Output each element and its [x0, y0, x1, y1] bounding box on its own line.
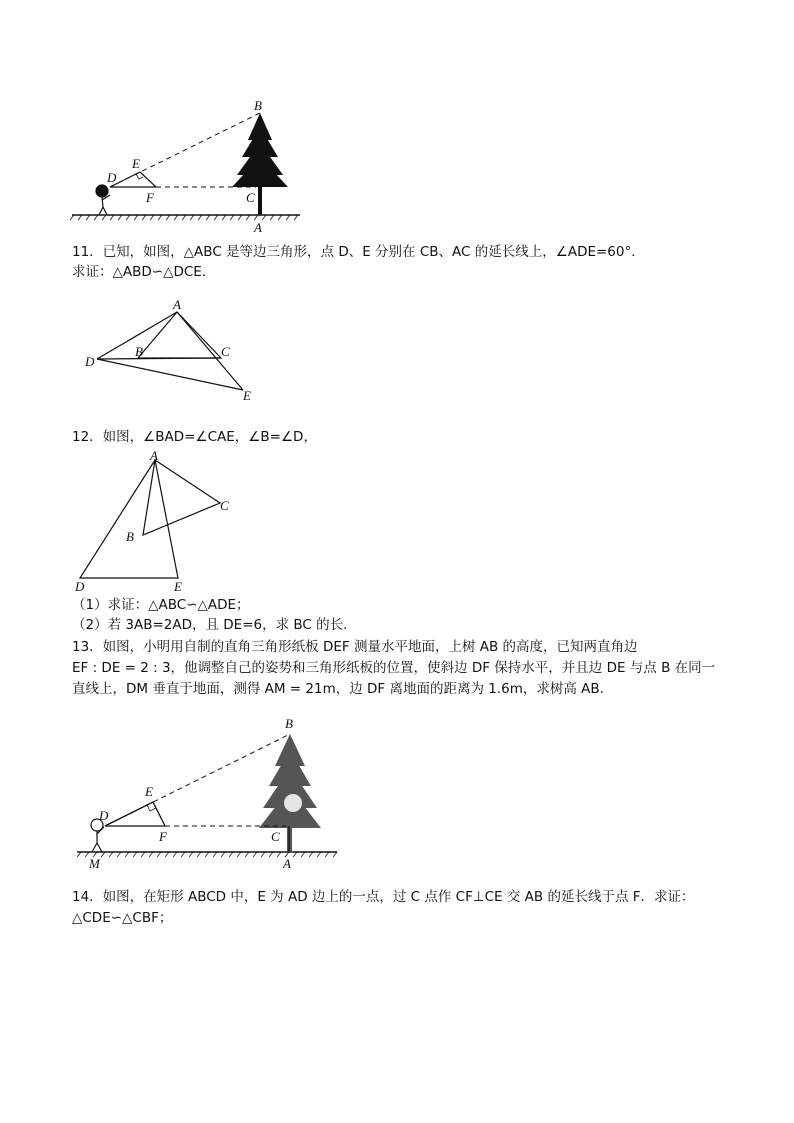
q12-line-1: 12．如图，∠BAD=∠CAE，∠B=∠D， [72, 429, 317, 445]
fig1-label-e: E [132, 156, 140, 171]
q13-label-m: M [89, 856, 100, 870]
q13-label-d: D [99, 808, 109, 823]
q12-part-1: （1）求证：△ABC∽△ADE； [72, 597, 250, 613]
q12-label-a: A [150, 448, 158, 463]
q11-line-2: 求证：△ABD∽△DCE． [72, 264, 216, 280]
q13-label-e: E [145, 784, 153, 799]
figure-tree-measurement-1 [70, 95, 330, 235]
figure-q13-tree-measurement [75, 710, 345, 870]
q11-label-b: B [135, 344, 143, 359]
q12-label-d: D [75, 579, 85, 594]
q12-label-e: E [174, 579, 182, 594]
q11-label-c: C [221, 344, 230, 359]
q12-label-c: C [220, 498, 229, 513]
q13-label-f: F [159, 829, 167, 844]
q11-line-1: 11．已知，如图，△ABC 是等边三角形，点 D、E 分别在 CB、AC 的延长线上，∠ADE=60°． [72, 244, 645, 260]
q13-line-2: EF : DE = 2 : 3，他调整自己的姿势和三角形纸板的位置，使斜边 DF 保持水平，并且边 DE 与点 B 在同一 [72, 660, 716, 676]
q11-label-e: E [243, 388, 251, 403]
q14-line-1: 14．如图，在矩形 ABCD 中，E 为 AD 边上的一点，过 C 点作 CF⊥CE 交 AB 的延长线于点 F．求证： [72, 889, 695, 905]
q11-label-a: A [173, 297, 181, 312]
q12-part-2: （2）若 3AB=2AD，且 DE=6，求 BC 的长． [72, 617, 357, 633]
q13-label-a: A [283, 856, 291, 870]
fig1-label-b: B [254, 98, 262, 113]
q13-line-1: 13．如图，小明用自制的直角三角形纸板 DEF 测量水平地面，上树 AB 的高度，已知两直角边 [72, 639, 638, 655]
fig1-label-f: F [146, 190, 154, 205]
q13-label-b: B [285, 716, 293, 731]
q11-label-d: D [85, 354, 95, 369]
q14-line-2: △CDE∽△CBF； [72, 910, 173, 926]
q13-label-c: C [271, 829, 280, 844]
figure-q11-triangles [80, 295, 270, 405]
figure-q12-triangles [70, 448, 240, 598]
fig1-label-c: C [246, 190, 255, 205]
q13-line-3: 直线上，DM 垂直于地面，测得 AM = 21m，边 DF 离地面的距离为 1.6m，求树高 AB． [72, 681, 614, 697]
fig1-label-a: A [254, 220, 262, 235]
fig1-label-d: D [107, 170, 117, 185]
q12-label-b: B [126, 529, 134, 544]
